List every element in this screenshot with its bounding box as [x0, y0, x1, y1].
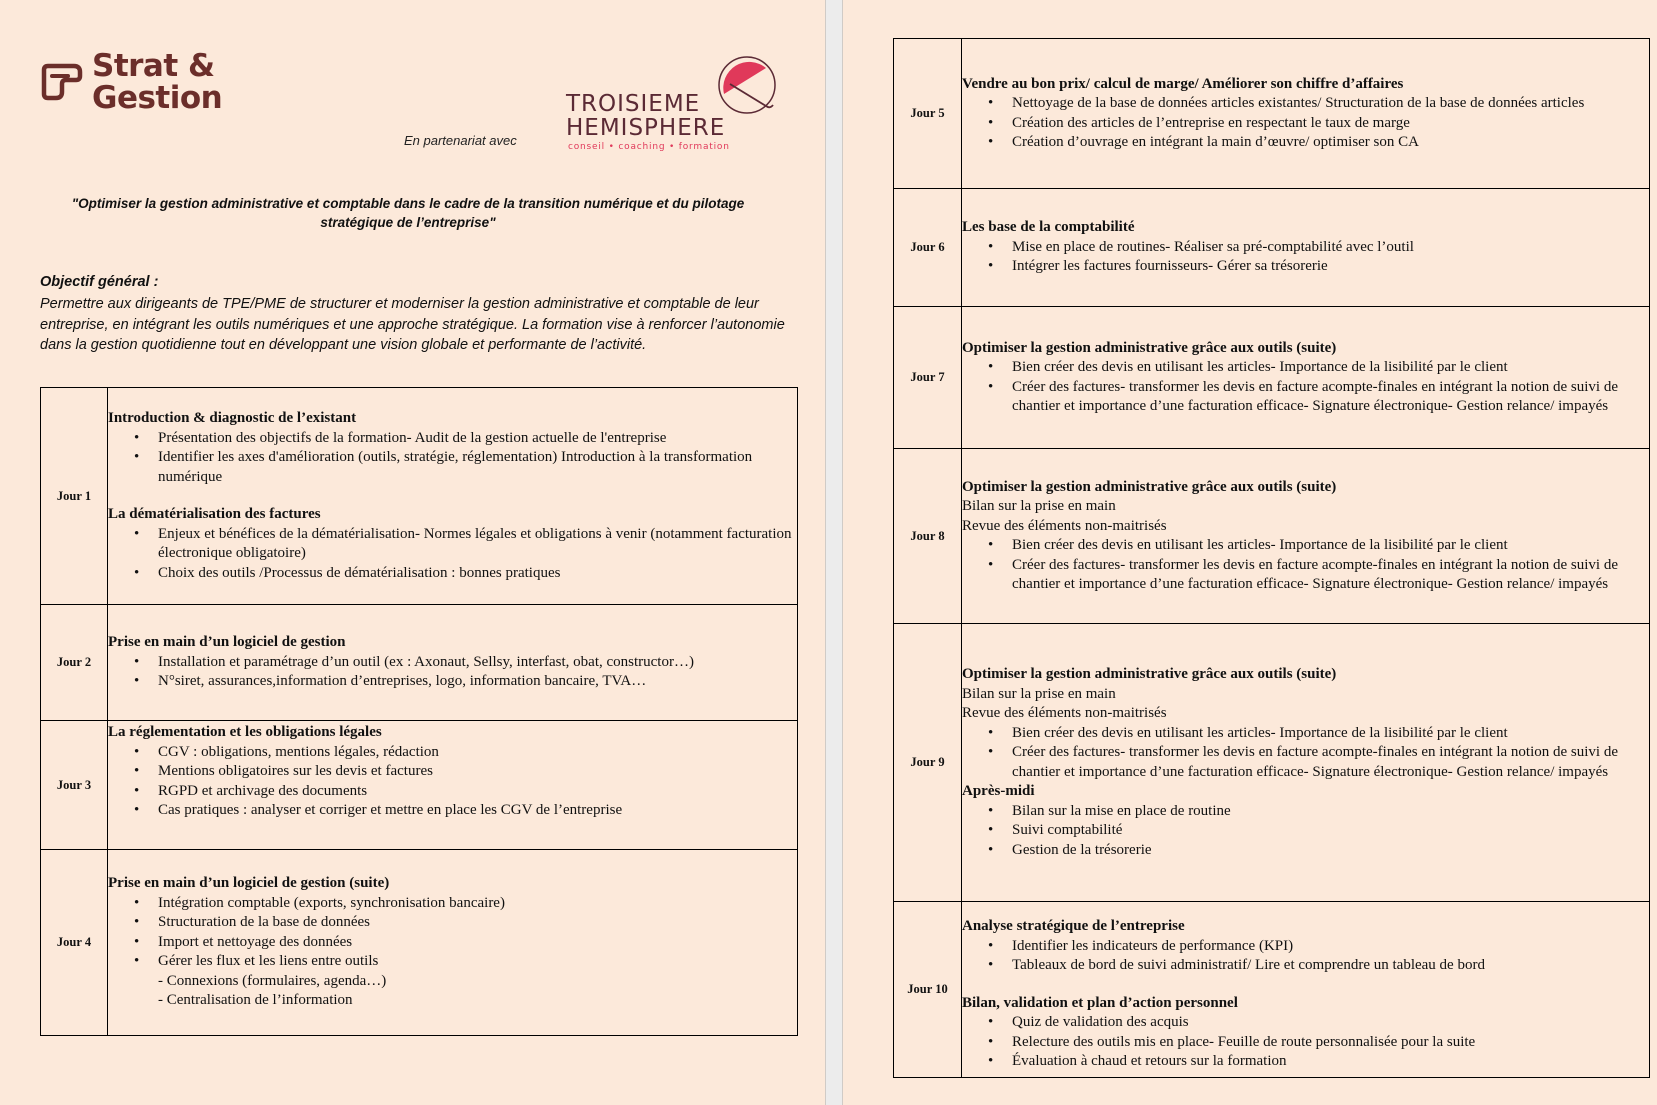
- day-row: [894, 307, 1650, 449]
- list-item: • Bien créer des devis en utilisant les articles- Importance de la lisibilité par le client: [1012, 724, 1649, 744]
- list-item: • Identifier les axes d'amélioration (outils, stratégie, réglementation) Introduction à la transformation numérique: [158, 448, 797, 487]
- day-row: [894, 449, 1650, 624]
- day-label: Jour 5: [894, 39, 962, 189]
- section-title: Optimiser la gestion administrative grâce aux outils (suite): [962, 478, 1337, 495]
- list-item: • Nettoyage de la base de données articles existantes/ Structuration de la base de données articles: [1012, 94, 1649, 114]
- partner-text: En partenariat avec: [404, 133, 517, 148]
- section-title: Analyse stratégique de l’entreprise: [962, 918, 1185, 935]
- list-item: • Relecture des outils mis en place- Feuille de route personnalisée pour la suite: [1012, 1033, 1649, 1053]
- plain-line: Revue des éléments non-maitrisés: [962, 517, 1167, 534]
- list-item: • Choix des outils /Processus de dématérialisation : bonnes pratiques: [158, 564, 797, 584]
- sub-item: - Connexions (formulaires, agenda…): [158, 972, 387, 989]
- day-content: [108, 721, 798, 850]
- list-item: • Suivi comptabilité: [1012, 821, 1649, 841]
- list-item: • Intégrer les factures fournisseurs- Gérer sa trésorerie: [1012, 257, 1649, 277]
- list-item: • Évaluation à chaud et retours sur la formation: [1012, 1052, 1649, 1072]
- section-title: Bilan, validation et plan d’action personnel: [962, 994, 1238, 1011]
- list-item: • Gestion de la trésorerie: [1012, 841, 1649, 861]
- list-item: • Bien créer des devis en utilisant les articles- Importance de la lisibilité par le client: [1012, 358, 1649, 378]
- list-item: • Cas pratiques : analyser et corriger et mettre en place les CGV de l’entreprise: [158, 801, 797, 821]
- list-item: • Bilan sur la mise en place de routine: [1012, 802, 1649, 822]
- day-row: [894, 39, 1650, 189]
- logo-sg-line1: Strat &: [92, 48, 215, 84]
- day-content: [962, 307, 1650, 449]
- list-item: • Mentions obligatoires sur les devis et factures: [158, 762, 797, 782]
- list-item: • Création des articles de l’entreprise en respectant le taux de marge: [1012, 114, 1649, 134]
- list-item: • Gérer les flux et les liens entre outils: [158, 952, 797, 972]
- document-title: "Optimiser la gestion administrative et comptable dans le cadre de la transition numérique et du pilotage stratégique de l’entreprise": [71, 196, 745, 230]
- plain-line: Bilan sur la prise en main: [962, 498, 1116, 514]
- list-item: • Présentation des objectifs de la formation- Audit de la gestion actuelle de l'entreprise: [158, 429, 797, 449]
- day-content: [108, 850, 798, 1036]
- plain-line: Revue des éléments non-maitrisés: [962, 705, 1167, 721]
- sub-item: - Centralisation de l’information: [158, 992, 353, 1009]
- day-label: Jour 4: [41, 850, 108, 1036]
- list-item: • Structuration de la base de données: [158, 913, 797, 933]
- section-title: Vendre au bon prix/ calcul de marge/ Améliorer son chiffre d’affaires: [962, 75, 1404, 92]
- day-row: [41, 850, 798, 1036]
- day-content: [108, 605, 798, 721]
- logo-th-tagline: conseil • coaching • formation: [568, 142, 730, 152]
- program-table-right: [893, 38, 1650, 1078]
- section-title: La réglementation et les obligations légales: [108, 724, 382, 740]
- day-row: [41, 388, 798, 605]
- day-label: Jour 10: [894, 902, 962, 1078]
- list-item: • CGV : obligations, mentions légales, rédaction: [158, 743, 797, 763]
- day-label: Jour 1: [41, 388, 108, 605]
- day-row: [41, 605, 798, 721]
- section-title: Introduction & diagnostic de l’existant: [108, 410, 357, 426]
- day-label: Jour 7: [894, 307, 962, 449]
- list-item: • Import et nettoyage des données: [158, 933, 797, 953]
- section-title: Optimiser la gestion administrative grâce aux outils (suite): [962, 339, 1337, 356]
- list-item: • Création d’ouvrage en intégrant la main d’œuvre/ optimiser son CA: [1012, 133, 1649, 153]
- day-content: [962, 449, 1650, 624]
- list-item: • Créer des factures- transformer les devis en facture acompte-finales en intégrant la notion de suivi de chantier et importance d’une facturation efficace- Signature électronique- Gestion relance/ impayés: [1012, 556, 1649, 595]
- section-title: Prise en main d’un logiciel de gestion (suite): [108, 875, 390, 892]
- day-label: Jour 6: [894, 189, 962, 307]
- list-item: • Identifier les indicateurs de performance (KPI): [1012, 937, 1649, 957]
- day-row: [894, 902, 1650, 1078]
- list-item: • Intégration comptable (exports, synchronisation bancaire): [158, 894, 797, 914]
- section-title: Les base de la comptabilité: [962, 219, 1135, 236]
- list-item: • Créer des factures- transformer les devis en facture acompte-finales en intégrant la notion de suivi de chantier et importance d’une facturation efficace- Signature électronique- Gestion relance/ impayés: [1012, 743, 1649, 782]
- program-table-left: [40, 387, 798, 1036]
- list-item: • RGPD et archivage des documents: [158, 782, 797, 802]
- day-label: Jour 8: [894, 449, 962, 624]
- plain-line: Bilan sur la prise en main: [962, 685, 1116, 702]
- day-row: [894, 189, 1650, 307]
- page-gutter: [825, 0, 843, 1105]
- section-title: Après-midi: [962, 783, 1035, 799]
- list-item: • Quiz de validation des acquis: [1012, 1013, 1649, 1033]
- objective-text: Permettre aux dirigeants de TPE/PME de structurer et moderniser la gestion administrative et comptable de leur entreprise, en intégrant les outils numériques et une approche stratégique. La formation vise à renforcer l’autonomie dans la gestion quotidienne tout en développant une vision globale et performante de l’activité.: [40, 296, 785, 353]
- day-label: Jour 3: [41, 721, 108, 850]
- list-item: • Bien créer des devis en utilisant les articles- Importance de la lisibilité par le client: [1012, 536, 1649, 556]
- day-label: Jour 9: [894, 624, 962, 902]
- list-item: • Tableaux de bord de suivi administratif/ Lire et comprendre un tableau de bord: [1012, 956, 1649, 976]
- list-item: • Installation et paramétrage d’un outil (ex : Axonaut, Sellsy, interfast, obat, constructor…): [158, 653, 797, 673]
- logo-th-line2: HEMISPHERE: [566, 115, 726, 141]
- troisieme-hemisphere-logo: [566, 54, 776, 154]
- document-page-left: [0, 0, 825, 1105]
- day-label: Jour 2: [41, 605, 108, 721]
- day-content: [962, 39, 1650, 189]
- section-title: Optimiser la gestion administrative grâce aux outils (suite): [962, 666, 1337, 682]
- list-item: • Enjeux et bénéfices de la dématérialisation- Normes légales et obligations à venir (notamment facturation électronique obligatoire): [158, 525, 797, 564]
- day-content: [962, 624, 1650, 902]
- day-row: [41, 721, 798, 850]
- day-row: [894, 624, 1650, 902]
- list-item: • Mise en place de routines- Réaliser sa pré-comptabilité avec l’outil: [1012, 238, 1649, 258]
- day-content: [108, 388, 798, 605]
- day-content: [962, 189, 1650, 307]
- section-title: Prise en main d’un logiciel de gestion: [108, 634, 346, 651]
- objective-heading: Objectif général :: [40, 274, 159, 290]
- logo-sg-line2: Gestion: [92, 80, 223, 116]
- strat-gestion-logo-icon: [38, 62, 84, 102]
- day-content: [962, 902, 1650, 1078]
- section-title: La dématérialisation des factures: [108, 506, 321, 522]
- logo-th-line1: TROISIEME: [566, 91, 701, 117]
- umbrella-logo-icon: [716, 54, 778, 116]
- strat-gestion-logo: [38, 50, 222, 114]
- list-item: • Créer des factures- transformer les devis en facture acompte-finales en intégrant la notion de suivi de chantier et importance d’une facturation efficace- Signature électronique- Gestion relance/ impayés: [1012, 378, 1649, 417]
- list-item: • N°siret, assurances,information d’entreprises, logo, information bancaire, TVA…: [158, 672, 797, 692]
